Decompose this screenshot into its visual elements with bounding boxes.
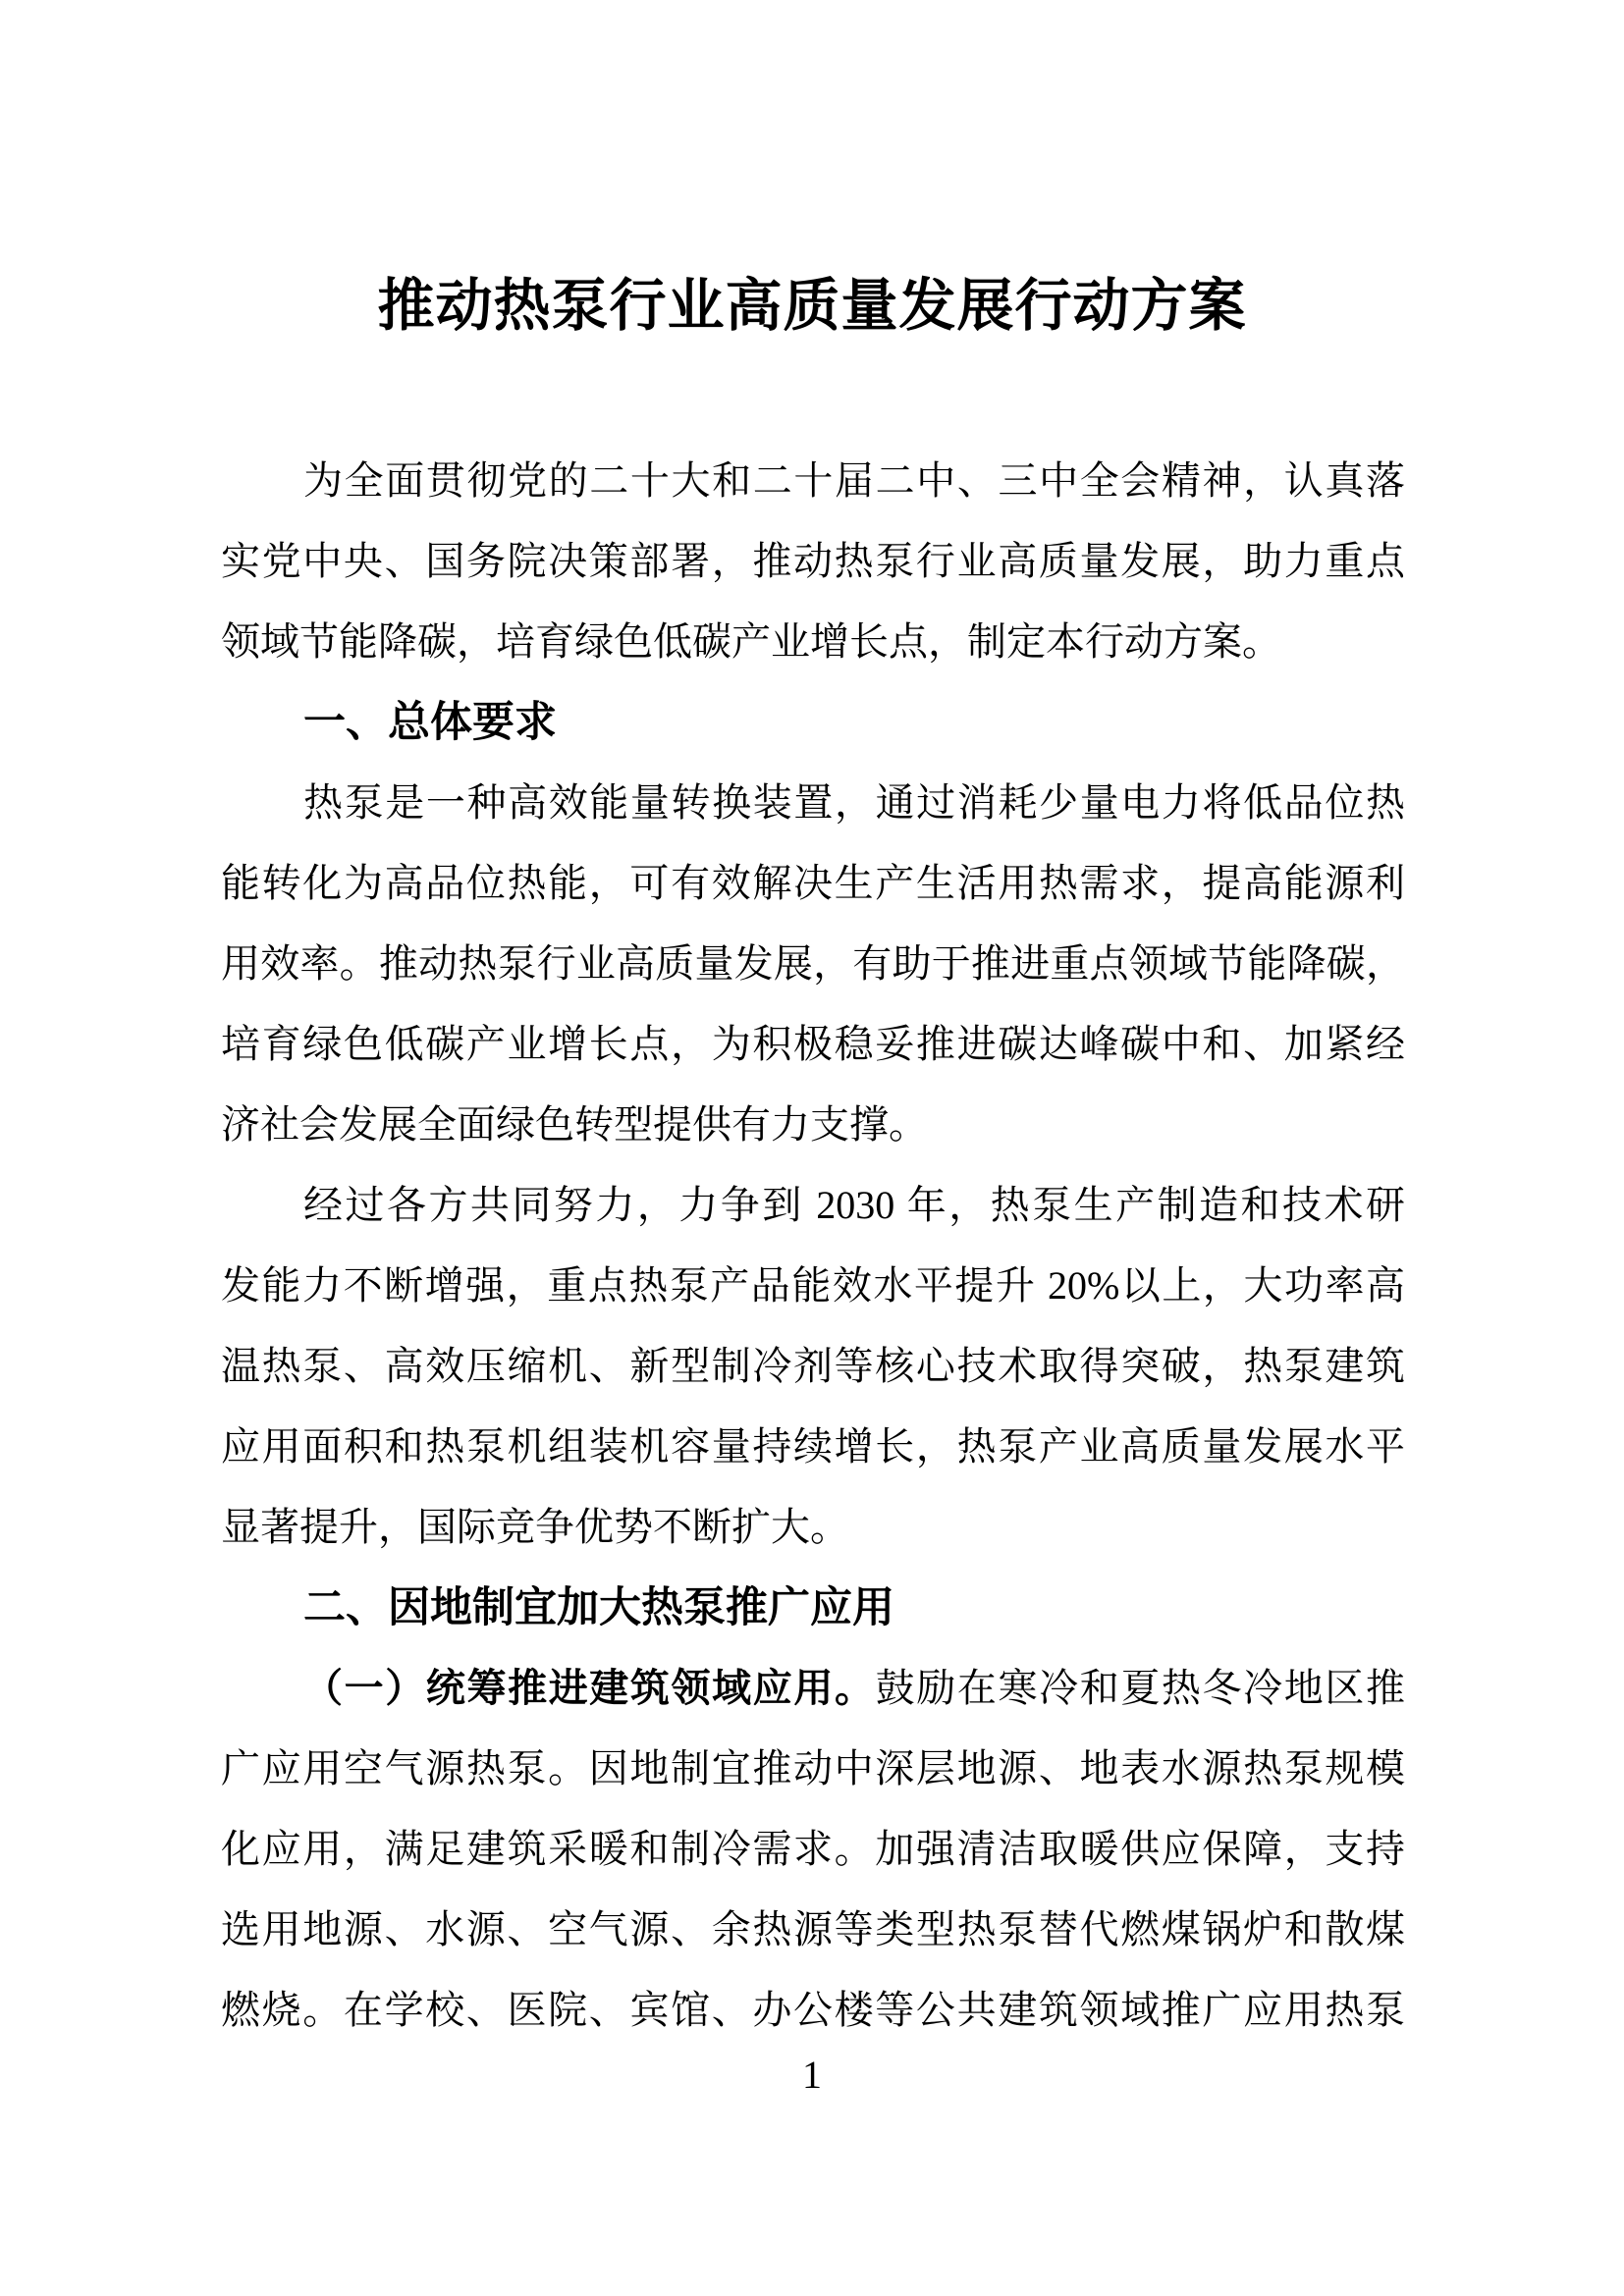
text-line: 领域节能降碳，培育绿色低碳产业增长点，制定本行动方案。 bbox=[221, 619, 1281, 664]
text-line: 为全面贯彻党的二十大和二十届二中、三中全会精神，认真落 bbox=[303, 458, 1405, 503]
paragraph-item-1-continuation bbox=[221, 1729, 1405, 2051]
item-1-lead-text: 鼓励在寒冷和夏热冬冷地区推 bbox=[875, 1666, 1405, 1710]
text-line: 选用地源、水源、空气源、余热源等类型热泵替代燃煤锅炉和散煤 bbox=[221, 1907, 1405, 1951]
text-line: 化应用，满足建筑采暖和制冷需求。加强清洁取暖供应保障，支持 bbox=[221, 1827, 1405, 1871]
document-title: 推动热泵行业高质量发展行动方案 bbox=[377, 274, 1247, 338]
text-line: 广应用空气源热泵。因地制宜推动中深层地源、地表水源热泵规模 bbox=[221, 1746, 1405, 1790]
text-line: 温热泵、高效压缩机、新型制冷剂等核心技术取得突破，热泵建筑 bbox=[221, 1344, 1405, 1388]
document-body bbox=[221, 441, 1405, 2051]
text-line: 实党中央、国务院决策部署，推动热泵行业高质量发展，助力重点 bbox=[221, 539, 1405, 583]
text-line: 培育绿色低碳产业增长点，为积极稳妥推进碳达峰碳中和、加紧经 bbox=[221, 1022, 1405, 1066]
page-number: 1 bbox=[802, 2053, 822, 2097]
paragraph-intro bbox=[221, 441, 1405, 682]
section-heading-2: 二、因地制宜加大热泵推广应用 bbox=[303, 1584, 894, 1631]
text-line: 发能力不断增强，重点热泵产品能效水平提升 20%以上，大功率高 bbox=[221, 1263, 1405, 1308]
text-line: 应用面积和热泵机组装机容量持续增长，热泵产业高质量发展水平 bbox=[221, 1424, 1405, 1468]
item-1-lead-line bbox=[221, 1648, 1405, 1729]
text-line: 能转化为高品位热能，可有效解决生产生活用热需求，提高能源利 bbox=[221, 861, 1405, 905]
item-1-subheading: （一）统筹推进建筑领域应用。 bbox=[303, 1666, 876, 1710]
text-line: 显著提升，国际竞争优势不断扩大。 bbox=[221, 1505, 849, 1549]
text-line: 燃烧。在学校、医院、宾馆、办公楼等公共建筑领域推广应用热泵 bbox=[221, 1988, 1405, 2032]
text-line: 用效率。推动热泵行业高质量发展，有助于推进重点领域节能降碳， bbox=[221, 941, 1405, 986]
paragraph-overview bbox=[221, 763, 1405, 1165]
text-line: 经过各方共同努力，力争到 2030 年，热泵生产制造和技术研 bbox=[303, 1183, 1405, 1227]
text-line: 热泵是一种高效能量转换装置，通过消耗少量电力将低品位热 bbox=[303, 780, 1405, 825]
paragraph-2030-goals bbox=[221, 1165, 1405, 1568]
section-heading-1: 一、总体要求 bbox=[303, 699, 557, 746]
text-line: 济社会发展全面绿色转型提供有力支撑。 bbox=[221, 1102, 928, 1147]
